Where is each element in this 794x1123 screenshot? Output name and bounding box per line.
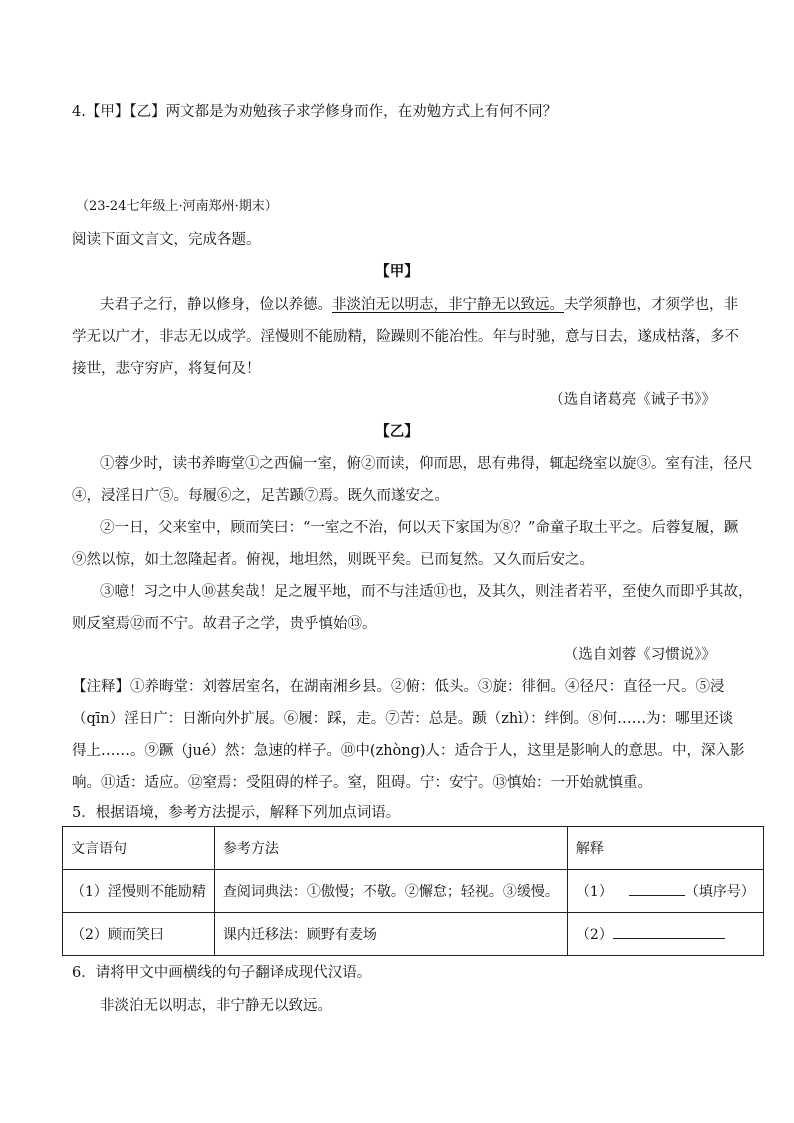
notes-line-1: 【注释】①养晦堂：刘蓉居室名，在湖南湘乡县。②俯：低头。③旋：徘徊。④径尺：直径一尺。⑤浸 [72,679,725,695]
vocab-table [62,826,764,956]
yi-line-5: ③噫！习之中人⑩甚矣哉！足之履平地，而不与洼适⑪也，及其久，则洼者若平，至使久而即乎其故， [100,584,753,600]
jia-title: 【甲】 [375,263,419,280]
answer-blank-2[interactable] [613,924,725,939]
yi-line-4: ⑨然以惊，如土忽隆起者。俯视，地坦然，则既平矣。已而复然。又久而后安之。 [72,552,594,568]
table-cell-sentence: （1）淫慢则不能励精 [63,870,215,913]
table-cell-sentence: （2）顾而笑曰 [63,913,215,956]
question-6-sentence: 非淡泊无以明志，非宁静无以致远。 [100,998,332,1014]
jia-underlined-sentence: 非淡泊无以明志，非宁静无以致远。 [332,297,564,313]
table-cell-method: 查阅词典法：①傲慢；不敬。②懈怠；轻视。③缓慢。 [214,870,567,913]
notes-line-4: 响。⑪适：适应。⑫窒焉：受阻碍的样子。窒，阻碍。宁：安宁。⑬慎始：一开始就慎重。 [72,775,652,791]
table-cell-answer: （2） [567,913,763,956]
table-row [63,870,764,913]
yi-citation: （选自刘蓉《习惯说》》 [563,647,716,663]
question-5: 5．根据语境，参考方法提示，解释下列加点词语。 [72,805,401,821]
yi-line-6: 则反窒焉⑫而不宁。故君子之学，贵乎慎始⑬。 [72,616,377,632]
question-6: 6．请将甲文中画横线的句子翻译成现代汉语。 [72,965,372,981]
answer-blank-1[interactable] [629,881,685,896]
jia-text-a: 夫君子之行，静以修身，俭以养德。 [100,297,332,313]
table-cell-answer: （1） （填序号） [567,870,763,913]
yi-title: 【乙】 [375,423,419,440]
jia-text-b: 夫学须静也，才须学也，非 [564,297,738,313]
jia-citation: （选自诸葛亮《诫子书》》 [549,392,716,408]
notes-line-3: 得上……。⑨蹶（jué）然：急速的样子。⑩中(zhòng)人：适合于人，这里是影响人的意思。中，深入影 [72,743,745,759]
table-cell-method: 课内迁移法：顾野有麦场 [214,913,567,956]
jia-paragraph-line-1 [100,295,738,315]
question-4: 4.【甲】【乙】两文都是为劝勉孩子求学修身而作，在劝勉方式上有何不同？ [72,104,558,120]
table-header-cell: 解释 [567,827,763,870]
yi-line-3: ②一日，父来室中，顾而笑曰：“一室之不治，何以天下家国为⑧？”命童子取土平之。后蓉复履，蹶 [100,520,739,536]
table-header-row [63,827,764,870]
jia-paragraph-line-2: 学无以广才，非志无以成学。淫慢则不能励精，险躁则不能冶性。年与时驰，意与日去，遂成枯落，多不 [72,329,739,345]
table-header-cell: 文言语句 [63,827,215,870]
yi-line-1: ①蓉少时，读书养晦堂①之西偏一室，俯②而读，仰而思，思有弗得，辄起绕室以旋③。室有洼，径尺 [100,456,753,472]
table-header-cell: 参考方法 [214,827,567,870]
yi-line-2: ④，浸淫日广⑤。每履⑥之，足苦踬⑦焉。既久而遂安之。 [72,488,449,504]
table-row [63,913,764,956]
jia-paragraph-line-3: 接世，悲守穷庐，将复何及！ [72,361,261,377]
notes-line-2: （qīn）淫日广：日渐向外扩展。⑥履：踩，走。⑦苦：总是。踬（zhì）：绊倒。⑧何……为：哪里还谈 [72,711,734,727]
source-label: （23-24七年级上·河南郑州·期末） [76,199,278,214]
instruction-text: 阅读下面文言文，完成各题。 [72,232,261,248]
